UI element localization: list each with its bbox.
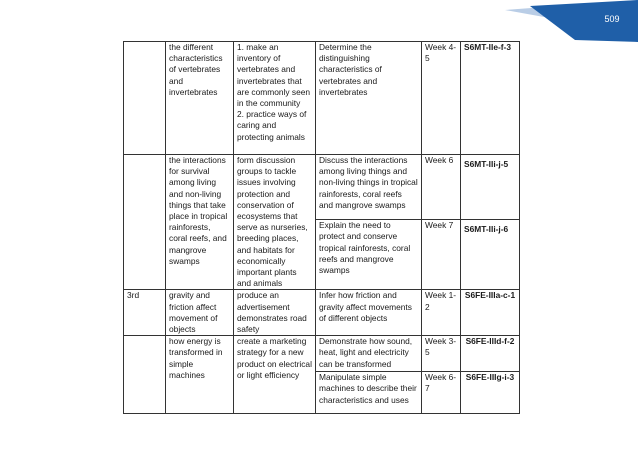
quarter-cell bbox=[124, 155, 166, 290]
activity-cell: 1. make an inventory of vertebrates and invertebrates that are commonly seen in the community 2. practice ways of caring and protecting animals bbox=[234, 42, 316, 155]
week-cell: Week 6-7 bbox=[422, 372, 461, 414]
competency-cell: Demonstrate how sound, heat, light and electricity can be transformed bbox=[316, 336, 422, 372]
week-cell: Week 4-5 bbox=[422, 42, 461, 155]
activity-cell: form discussion groups to tackle issues involving protection and conservation of ecosystems that serve as nurseries, breeding places, and habitats for economically important plants and animals bbox=[234, 155, 316, 290]
topic-cell: the interactions for survival among living and non-living things that take place in tropical rainforests, coral reefs, and mangrove swamps bbox=[166, 155, 234, 290]
page-number: 509 bbox=[604, 14, 620, 24]
topic-cell: how energy is transformed in simple machines bbox=[166, 336, 234, 414]
competency-cell: Manipulate simple machines to describe their characteristics and uses bbox=[316, 372, 422, 414]
activity-cell: create a marketing strategy for a new product on electrical or light efficiency bbox=[234, 336, 316, 414]
week-cell: Week 7 bbox=[422, 220, 461, 290]
code-cell: S6FE-IIId-f-2 bbox=[461, 336, 520, 372]
table-row bbox=[124, 336, 520, 372]
competency-cell: Discuss the interactions among living things and non-living things in tropical rainforests, coral reefs and mangrove swamps bbox=[316, 155, 422, 220]
activity-cell: produce an advertisement demonstrates road safety bbox=[234, 290, 316, 336]
code-cell: S6MT-IIi-j-5 bbox=[461, 155, 520, 220]
competency-cell: Determine the distinguishing characteristics of vertebrates and invertebrates bbox=[316, 42, 422, 155]
week-cell: Week 6 bbox=[422, 155, 461, 220]
competency-cell: Infer how friction and gravity affect movements of different objects bbox=[316, 290, 422, 336]
quarter-cell bbox=[124, 42, 166, 155]
code-cell: S6MT-IIe-f-3 bbox=[461, 42, 520, 155]
code-cell: S6FE-IIIg-i-3 bbox=[461, 372, 520, 414]
table-row bbox=[124, 42, 520, 155]
table-row bbox=[124, 290, 520, 336]
topic-cell: gravity and friction affect movement of objects bbox=[166, 290, 234, 336]
topic-cell: the different characteristics of vertebrates and invertebrates bbox=[166, 42, 234, 155]
code-cell: S6MT-IIi-j-6 bbox=[461, 220, 520, 290]
table-row bbox=[124, 155, 520, 220]
code-cell: S6FE-IIIa-c-1 bbox=[461, 290, 520, 336]
week-cell: Week 1-2 bbox=[422, 290, 461, 336]
quarter-cell: 3rd bbox=[124, 290, 166, 336]
week-cell: Week 3-5 bbox=[422, 336, 461, 372]
competency-cell: Explain the need to protect and conserve tropical rainforests, coral reefs and mangrove swamps bbox=[316, 220, 422, 290]
quarter-cell bbox=[124, 336, 166, 414]
curriculum-table bbox=[123, 41, 520, 414]
